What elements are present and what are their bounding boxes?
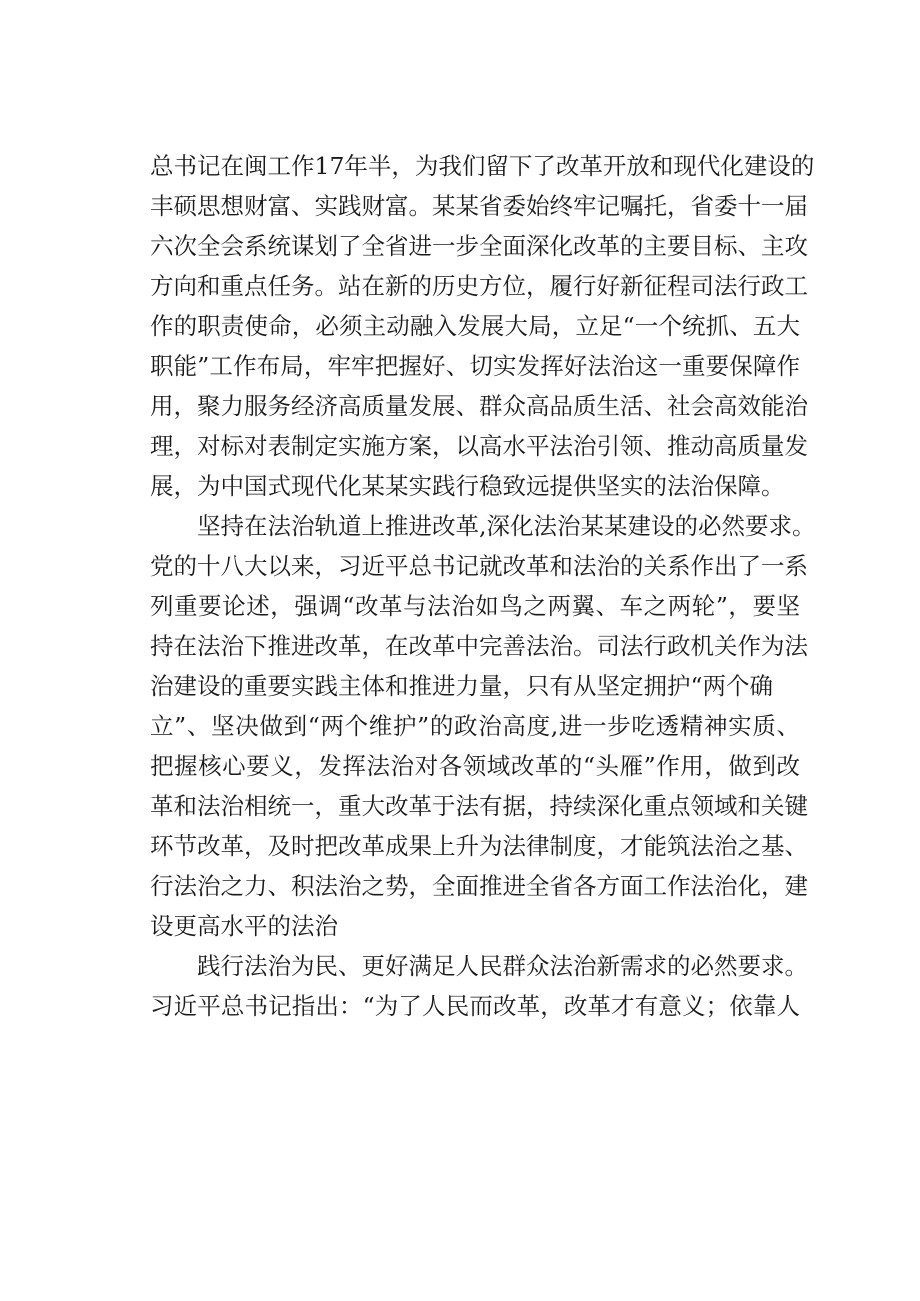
paragraph-2 xyxy=(150,506,816,946)
paragraph-line: 理，对标对表制定实施方案，以高水平法治引领、推动高质量发 xyxy=(150,432,808,460)
paragraph-line: 列重要论述，强调“改革与法治如鸟之两翼、车之两轮”，要坚 xyxy=(150,592,800,620)
paragraph-line: 职能”工作布局，牢牢把握好、切实发挥好法治这一重要保障作 xyxy=(150,352,800,380)
paragraph-1 xyxy=(150,146,815,506)
paragraph-line: 方向和重点任务。站在新的历史方位，履行好新征程司法行政工 xyxy=(150,272,808,300)
paragraph-line: 持在法治下推进改革，在改革中完善法治。司法行政机关作为法 xyxy=(150,632,808,660)
paragraph-line: 把握核心要义，发挥法治对各领域改革的“头雁”作用，做到改 xyxy=(150,752,800,780)
paragraph-line: 行法治之力、积法治之势，全面推进全省各方面工作法治化，建 xyxy=(150,872,808,900)
paragraph-line: 展，为中国式现代化某某实践行稳致远提供坚实的法治保障。 xyxy=(150,472,785,500)
paragraph-line: 设更高水平的法治 xyxy=(150,912,338,940)
paragraph-line: 习近平总书记指出：“为了人民而改革，改革才有意义；依靠人 xyxy=(150,992,800,1020)
paragraph-line: 六次全会系统谋划了全省进一步全面深化改革的主要目标、主攻 xyxy=(150,232,808,260)
paragraph-line: 治建设的重要实践主体和推进力量，只有从坚定拥护“两个确 xyxy=(150,672,774,700)
paragraph-line: 丰硕思想财富、实践财富。某某省委始终牢记嘱托，省委十一届 xyxy=(150,192,808,220)
paragraph-line: 革和法治相统一，重大改革于法有据，持续深化重点领域和关键 xyxy=(150,792,808,820)
paragraph-line: 总书记在闽工作17年半，为我们留下了改革开放和现代化建设的 xyxy=(150,152,815,180)
paragraph-line: 环节改革，及时把改革成果上升为法律制度，才能筑法治之基、 xyxy=(150,832,808,860)
paragraph-line: 践行法治为民、更好满足人民群众法治新需求的必然要求。 xyxy=(197,952,808,980)
paragraph-line: 党的十八大以来，习近平总书记就改革和法治的关系作出了一系 xyxy=(150,552,808,580)
paragraph-3 xyxy=(150,946,808,1026)
paragraph-line: 作的职责使命，必须主动融入发展大局，立足“一个统抓、五大 xyxy=(150,312,800,340)
paragraph-line: 立”、坚决做到“两个维护”的政治高度,进一步吃透精神实质、 xyxy=(150,712,800,740)
document-body xyxy=(150,146,816,1026)
paragraph-line: 用，聚力服务经济高质量发展、群众高品质生活、社会高效能治 xyxy=(150,392,808,420)
paragraph-line: 坚持在法治轨道上推进改革,深化法治某某建设的必然要求。 xyxy=(197,512,816,540)
